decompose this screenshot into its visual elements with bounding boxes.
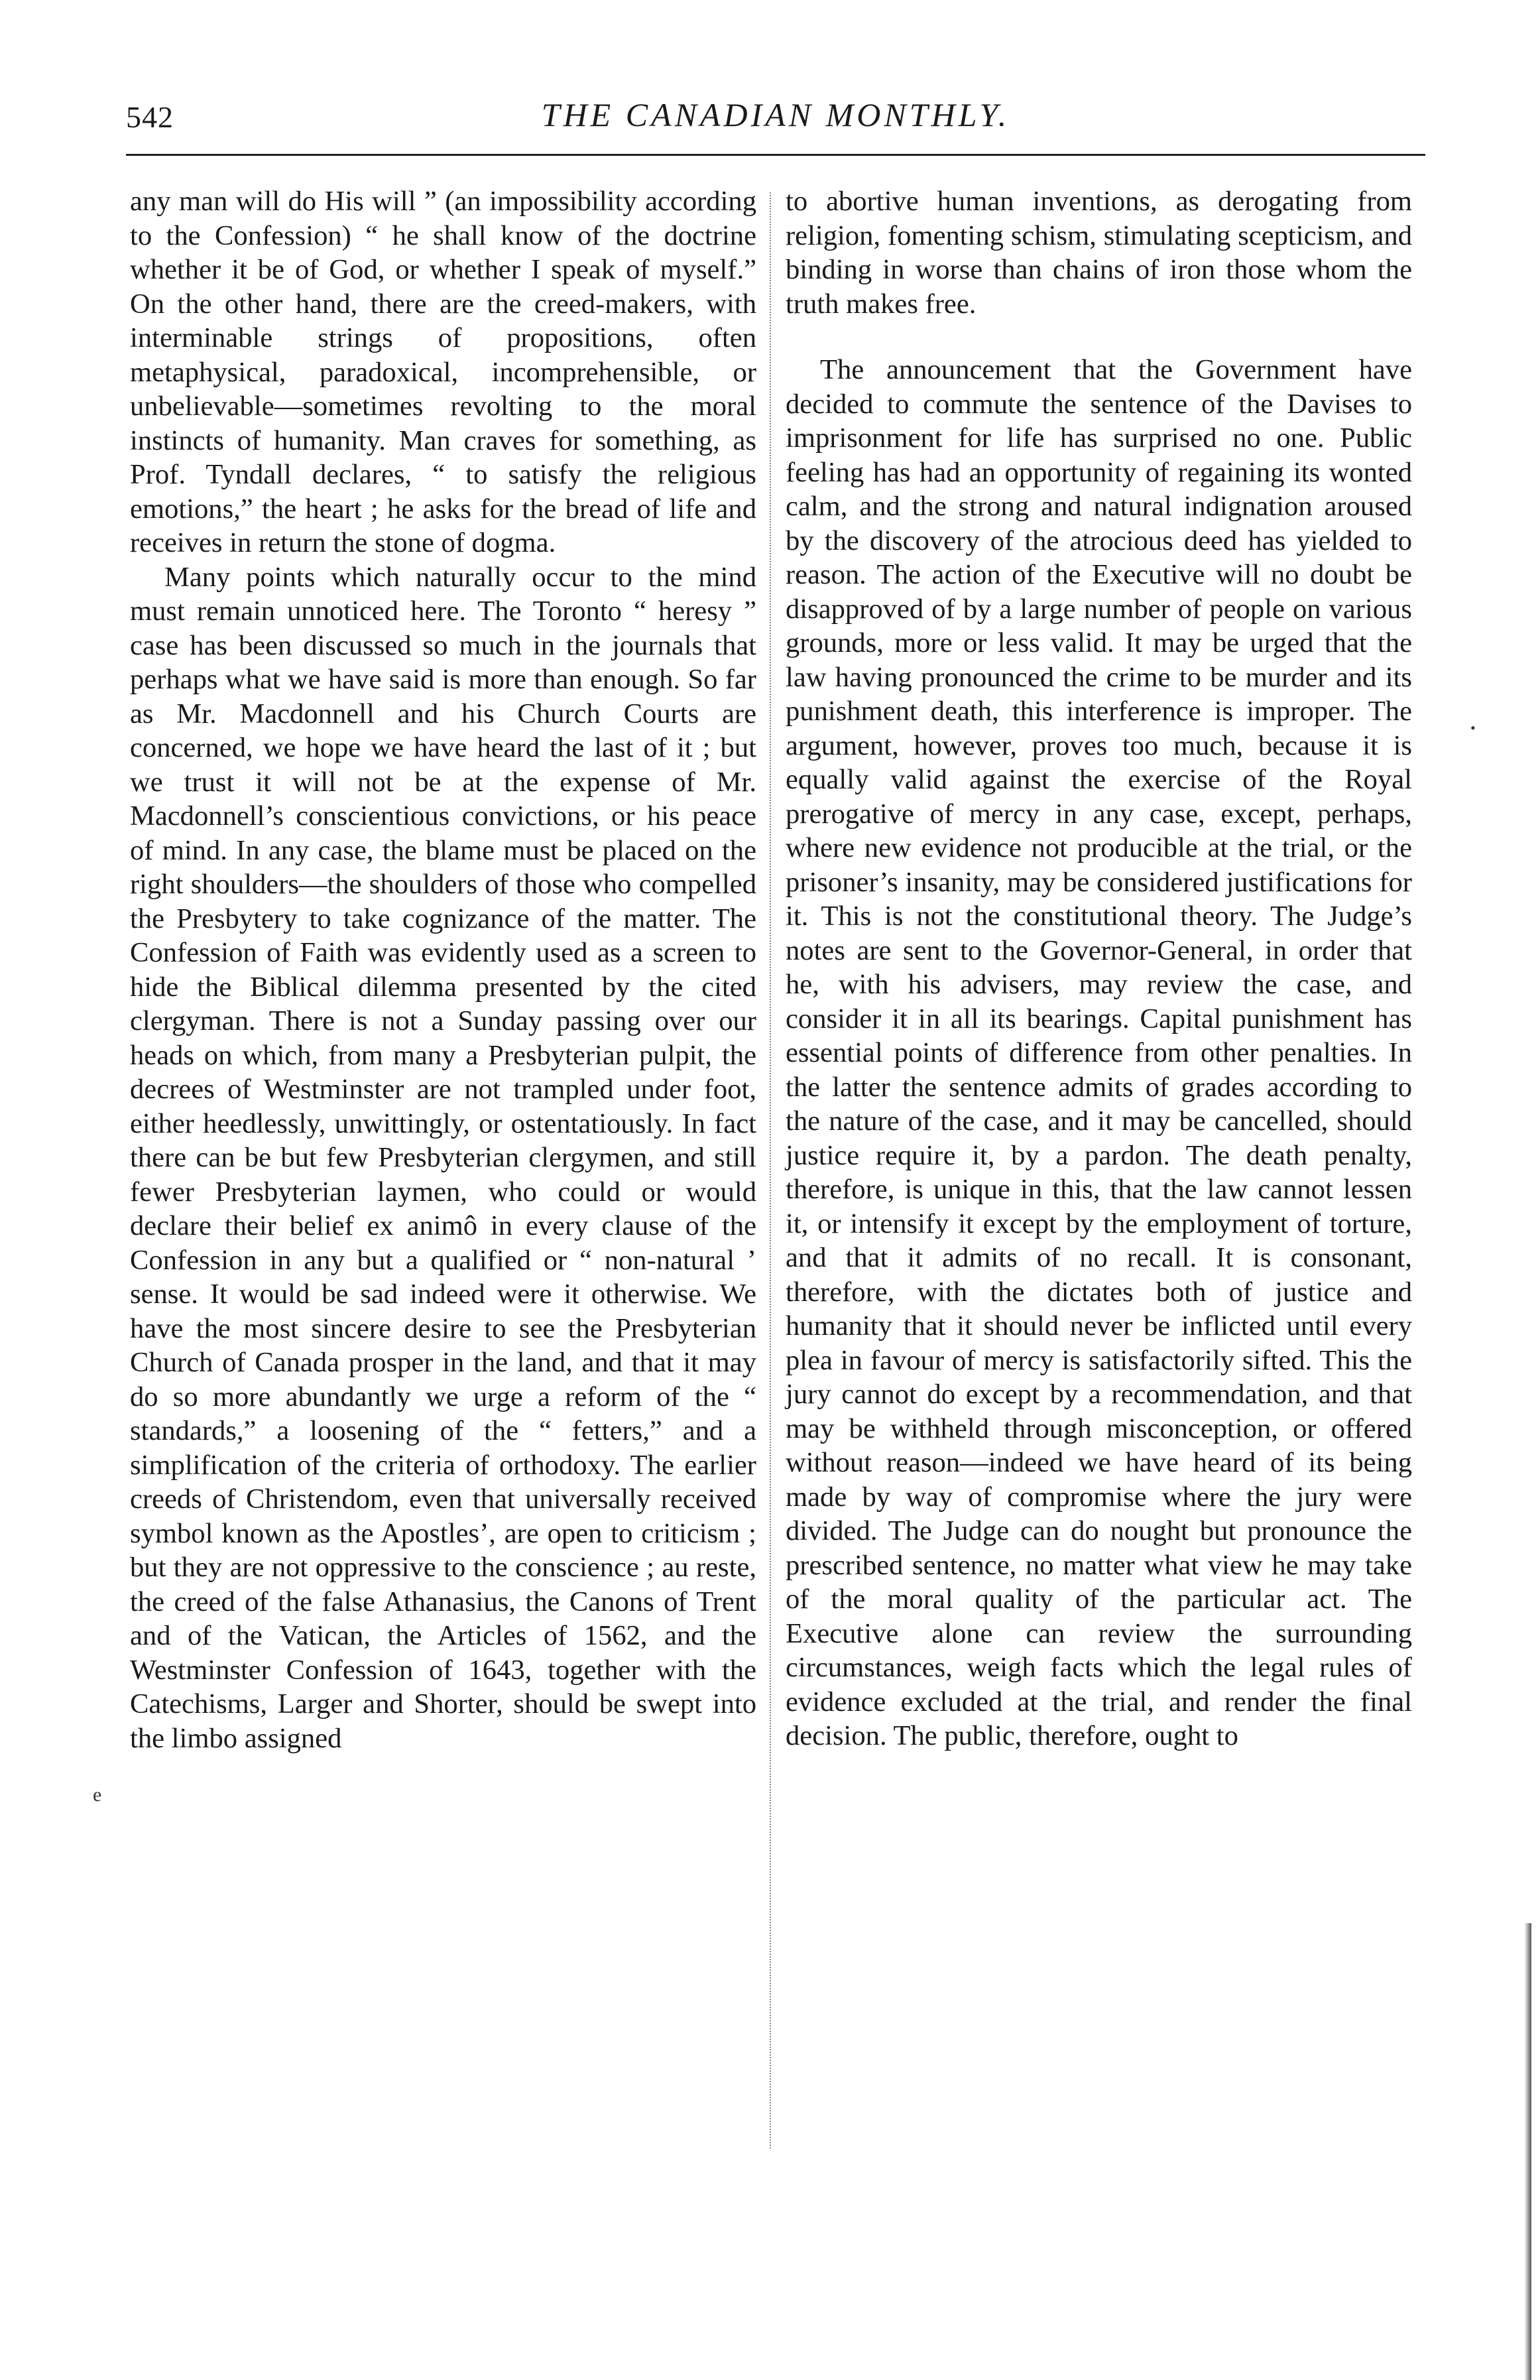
left-paragraph-2: Many points which naturally occur to the mind must remain unnoticed here. The Toronto “ heresy ” case has been discussed so much in the journals that perhaps what we have said is more than enough. So far as Mr. Macdonnell and his Church Courts are concerned, we hope we have heard the last of it ; but we trust it will not be at the expense of Mr. Macdonnell’s conscientious convictions, or his peace of mind. In any case, the blame must be placed on the right shoulders—the shoulders of those who compelled the Presbytery to take cognizance of the matter. The Confession of Faith was evidently used as a screen to hide the Biblical dilemma presented by the cited clergyman. There is not a Sunday passing over our heads on which, from many a Presbyterian pulpit, the decrees of Westminster are not trampled under foot, either heedlessly, unwittingly, or ostentatiously. In fact there can be but few Presbyterian clergymen, and still fewer Presbyterian laymen, who could or would declare their belief ex animô in every clause of the Confession in any but a qualified or “ non-natural ’ sense. It would be sad indeed were it otherwise. We have the most sincere desire to see the Presbyterian Church of Canada prosper in the land, and that it may do so more abundantly we urge a reform of the “ standards,” a loosening of the “ fetters,” and a simplification of the criteria of orthodoxy. The earlier creeds of Christendom, even that universally received symbol known as the Apostles’, are open to criticism ; but they are not oppressive to the conscience ; au reste, the creed of the false Athanasius, the Canons of Trent and of the Vatican, the Articles of 1562, and the Westminster Confession of 1643, together with the Catechisms, Larger and Shorter, should be swept into the limbo assigned [130, 561, 756, 1754]
margin-mark-right: • [1470, 720, 1476, 736]
page-number: 542 [126, 100, 174, 134]
page-edge-shadow [1525, 1923, 1531, 2380]
left-column [130, 184, 756, 1755]
right-paragraph-2: The announcement that the Government have decided to commute the sentence of the Davises to imprisonment for life has surprised no one. Public feeling has had an opportunity of regaining its wonted calm, and the strong and natural indignation aroused by the discovery of the atrocious deed has yielded to reason. The action of the Executive will no doubt be disapproved of by a large number of people on various grounds, more or less valid. It may be urged that the law having pronounced the crime to be murder and its punishment death, this interference is improper. The argument, however, proves too much, because it is equally valid against the exercise of the Royal prerogative of mercy in any case, except, perhaps, where new evidence not producible at the trial, or the prisoner’s insanity, may be considered justifications for it. This is not the constitutional theory. The Judge’s notes are sent to the Governor-General, in order that he, with his advisers, may review the case, and consider it in all its bearings. Capital punishment has essential points of difference from other penalties. In the latter the sentence admits of grades according to the nature of the case, and it may be cancelled, should justice require it, by a pardon. The death penalty, therefore, is unique in this, that the law cannot lessen it, or intensify it except by the employment of torture, and that it admits of no recall. It is consonant, therefore, with the dictates both of justice and humanity that it should never be inflicted until every plea in favour of mercy is satisfactorily sifted. This the jury cannot do except by a recommendation, and that may be withheld through misconception, or offered without reason—indeed we have heard of its being made by way of compromise where the jury were divided. The Judge can do nought but pronounce the prescribed sentence, no matter what view he may take of the moral quality of the particular act. The Executive alone can review the surrounding circumstances, weigh facts which the legal rules of evidence excluded at the trial, and render the final decision. The public, therefore, ought to [786, 354, 1412, 1751]
margin-mark-left: e [93, 1784, 102, 1806]
right-paragraph-1: to abortive human inventions, as derogating from religion, fomenting schism, stimulating scepticism, and binding in worse than chains of iron those whom the truth makes free. [786, 186, 1412, 320]
running-title: THE CANADIAN MONTHLY. [541, 96, 1010, 133]
left-paragraph-1: any man will do His will ” (an impossibility according to the Confession) “ he shall know of the doctrine whether it be of God, or whether I speak of myself.” On the other hand, there are the creed-makers, with interminable strings of propositions, often metaphysical, paradoxical, incomprehensible, or unbelievable—sometimes revolting to the moral instincts of humanity. Man craves for something, as Prof. Tyndall declares, “ to satisfy the religious emotions,” the heart ; he asks for the bread of life and receives in return the stone of dogma. [130, 186, 756, 558]
column-divider [770, 192, 771, 2149]
right-column [786, 184, 1412, 1753]
header-rule [126, 154, 1425, 156]
page-header [126, 93, 1425, 146]
